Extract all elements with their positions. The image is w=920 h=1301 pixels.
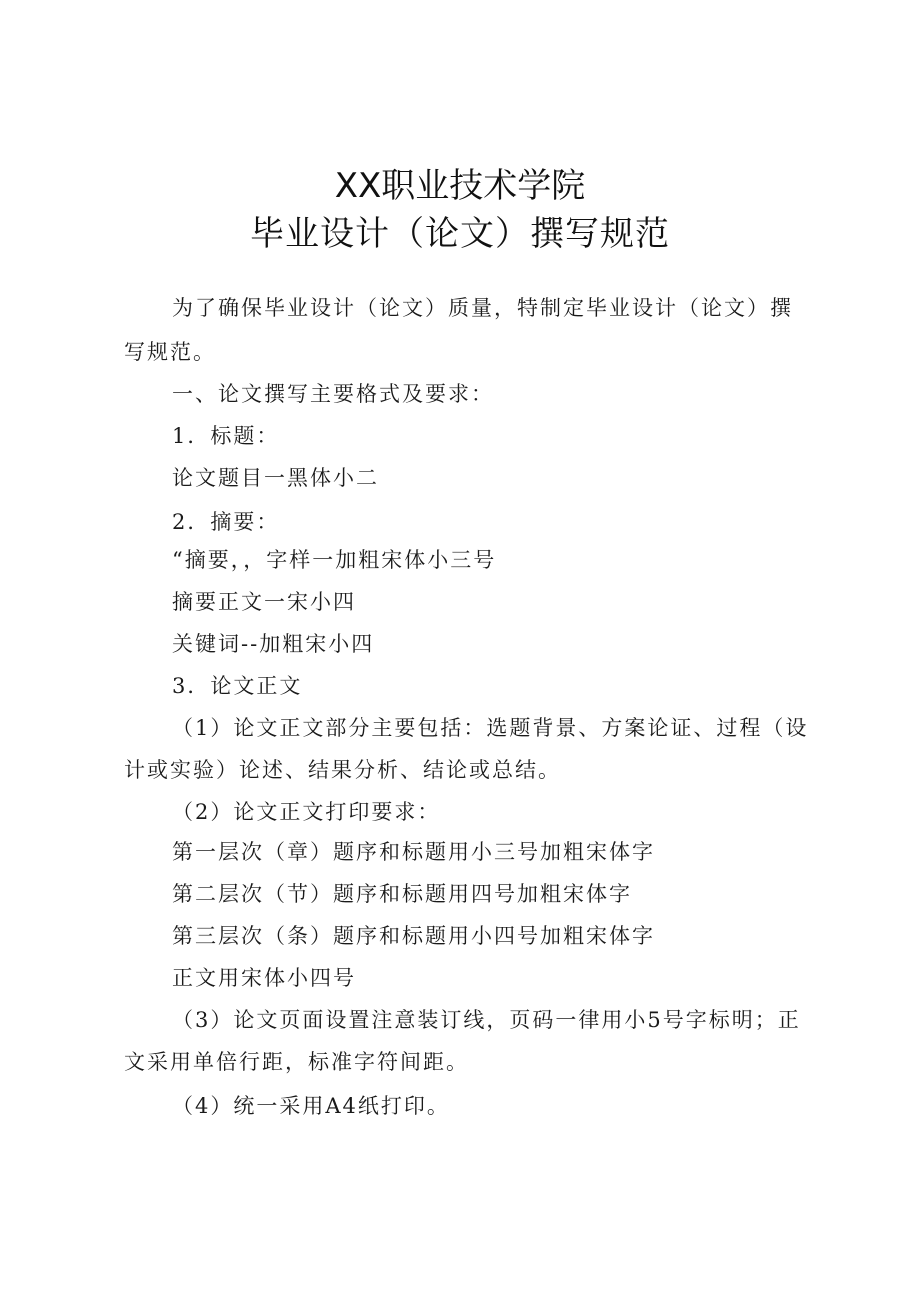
body-para3-line-2: 文采用单倍行距，标准字符间距。 xyxy=(124,1050,469,1074)
item-heading-body: 3．论文正文 xyxy=(172,674,303,698)
body-para1-line-2: 计或实验）论述、结果分析、结论或总结。 xyxy=(124,758,561,782)
intro-line-2: 写规范。 xyxy=(124,340,216,364)
body-level3-format: 第三层次（条）题序和标题用小四号加粗宋体字 xyxy=(172,924,655,948)
item-heading-title: 1．标题： xyxy=(172,424,280,448)
body-level1-format: 第一层次（章）题序和标题用小三号加粗宋体字 xyxy=(172,840,655,864)
item-heading-abstract: 2．摘要： xyxy=(172,510,280,534)
section-heading-format: 一、论文撰写主要格式及要求： xyxy=(172,382,494,406)
body-para4-line-1: （4）统一采用A4纸打印。 xyxy=(172,1094,450,1118)
item-abstract-body-format: 摘要正文一宋小四 xyxy=(172,590,356,614)
body-para1-line-1: （1）论文正文部分主要包括：选题背景、方案论证、过程（设 xyxy=(172,716,809,740)
document-title-spec: 毕业设计（论文）撰写规范 xyxy=(250,214,670,254)
body-level2-format: 第二层次（节）题序和标题用四号加粗宋体字 xyxy=(172,882,632,906)
item-keywords-format: 关键词--加粗宋小四 xyxy=(172,632,375,656)
item-abstract-label-format: “摘要，，字样一加粗宋体小三号 xyxy=(172,548,497,572)
body-para3-line-1: （3）论文页面设置注意装订线，页码一律用小5号字标明；正 xyxy=(172,1008,801,1032)
document-title-institution: XX职业技术学院 xyxy=(334,166,586,206)
item-title-format: 论文题目一黑体小二 xyxy=(172,466,379,490)
intro-line-1: 为了确保毕业设计（论文）质量，特制定毕业设计（论文）撰 xyxy=(172,296,793,320)
body-para2-heading: （2）论文正文打印要求： xyxy=(172,800,441,824)
body-text-format: 正文用宋体小四号 xyxy=(172,966,356,990)
